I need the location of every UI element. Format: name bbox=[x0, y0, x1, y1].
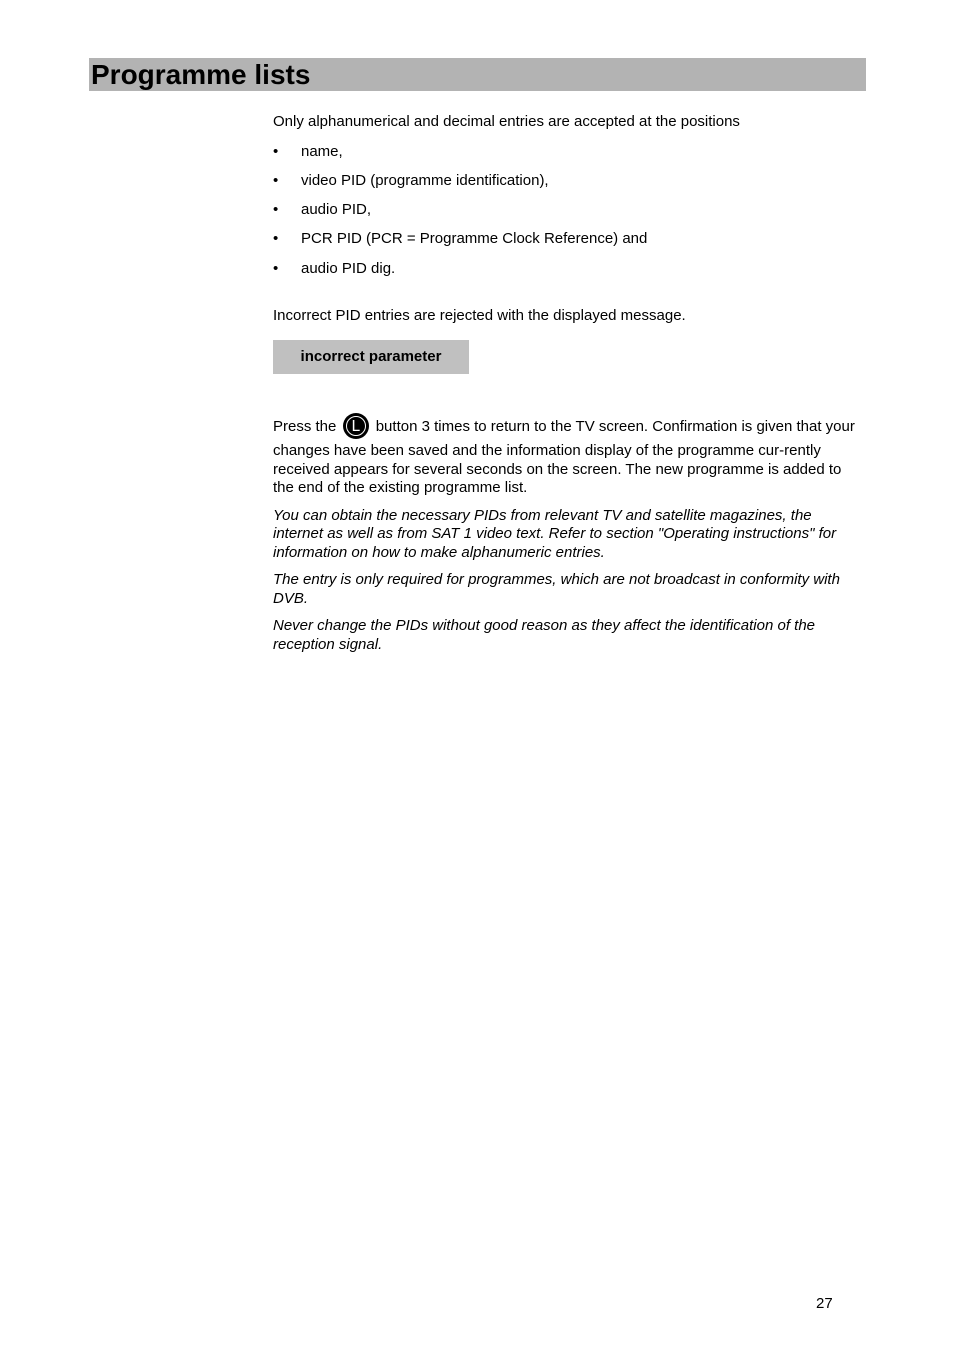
l-button-icon bbox=[343, 413, 369, 439]
intro-text: Only alphanumerical and decimal entries are accepted at the positions bbox=[273, 113, 740, 130]
bullet-icon: • bbox=[273, 259, 279, 277]
bullet-icon: • bbox=[273, 171, 279, 189]
note-dvb: The entry is only required for programmes, which are not broadcast in conformity with DVB. bbox=[273, 571, 840, 607]
rejected-text: Incorrect PID entries are rejected with the displayed message. bbox=[273, 306, 686, 324]
list-item-text: audio PID dig. bbox=[301, 259, 396, 277]
list-item-text: name, bbox=[301, 142, 343, 160]
main-content bbox=[273, 113, 863, 654]
page-number: 27 bbox=[816, 1295, 833, 1312]
list-item bbox=[273, 260, 863, 289]
list-item-text: audio PID, bbox=[301, 201, 372, 219]
list-item-text: video PID (programme identification), bbox=[301, 171, 549, 189]
note-never-change: Never change the PIDs without good reason as they affect the identification of the reception signal. bbox=[273, 617, 815, 653]
title-bar bbox=[89, 58, 866, 91]
l-button-letter: L bbox=[346, 416, 366, 436]
page-title: Programme lists bbox=[91, 59, 311, 90]
press-text-before: Press the bbox=[273, 418, 337, 436]
list-item bbox=[273, 230, 863, 259]
list-item bbox=[273, 143, 863, 172]
bullet-icon: • bbox=[273, 201, 279, 219]
press-paragraph bbox=[273, 416, 863, 498]
list-item bbox=[273, 172, 863, 201]
list-item-text: PCR PID (PCR = Programme Clock Reference) and bbox=[301, 230, 648, 248]
positions-list bbox=[273, 143, 863, 289]
bullet-icon: • bbox=[273, 142, 279, 160]
press-text-after: button 3 times to return to the TV screen. Confirmation is given that your changes have been saved and the information display of the programme cur-rently received appears for several seconds on the screen. The new programme is added to the end of the existing programme list. bbox=[273, 418, 855, 497]
bullet-icon: • bbox=[273, 230, 279, 248]
note-pids-source: You can obtain the necessary PIDs from relevant TV and satellite magazines, the internet as well as from SAT 1 video text. Refer to section "Operating instructions" for information on how to make alphanumeric entries. bbox=[273, 506, 837, 561]
message-box: incorrect parameter bbox=[273, 340, 469, 374]
list-item bbox=[273, 201, 863, 230]
